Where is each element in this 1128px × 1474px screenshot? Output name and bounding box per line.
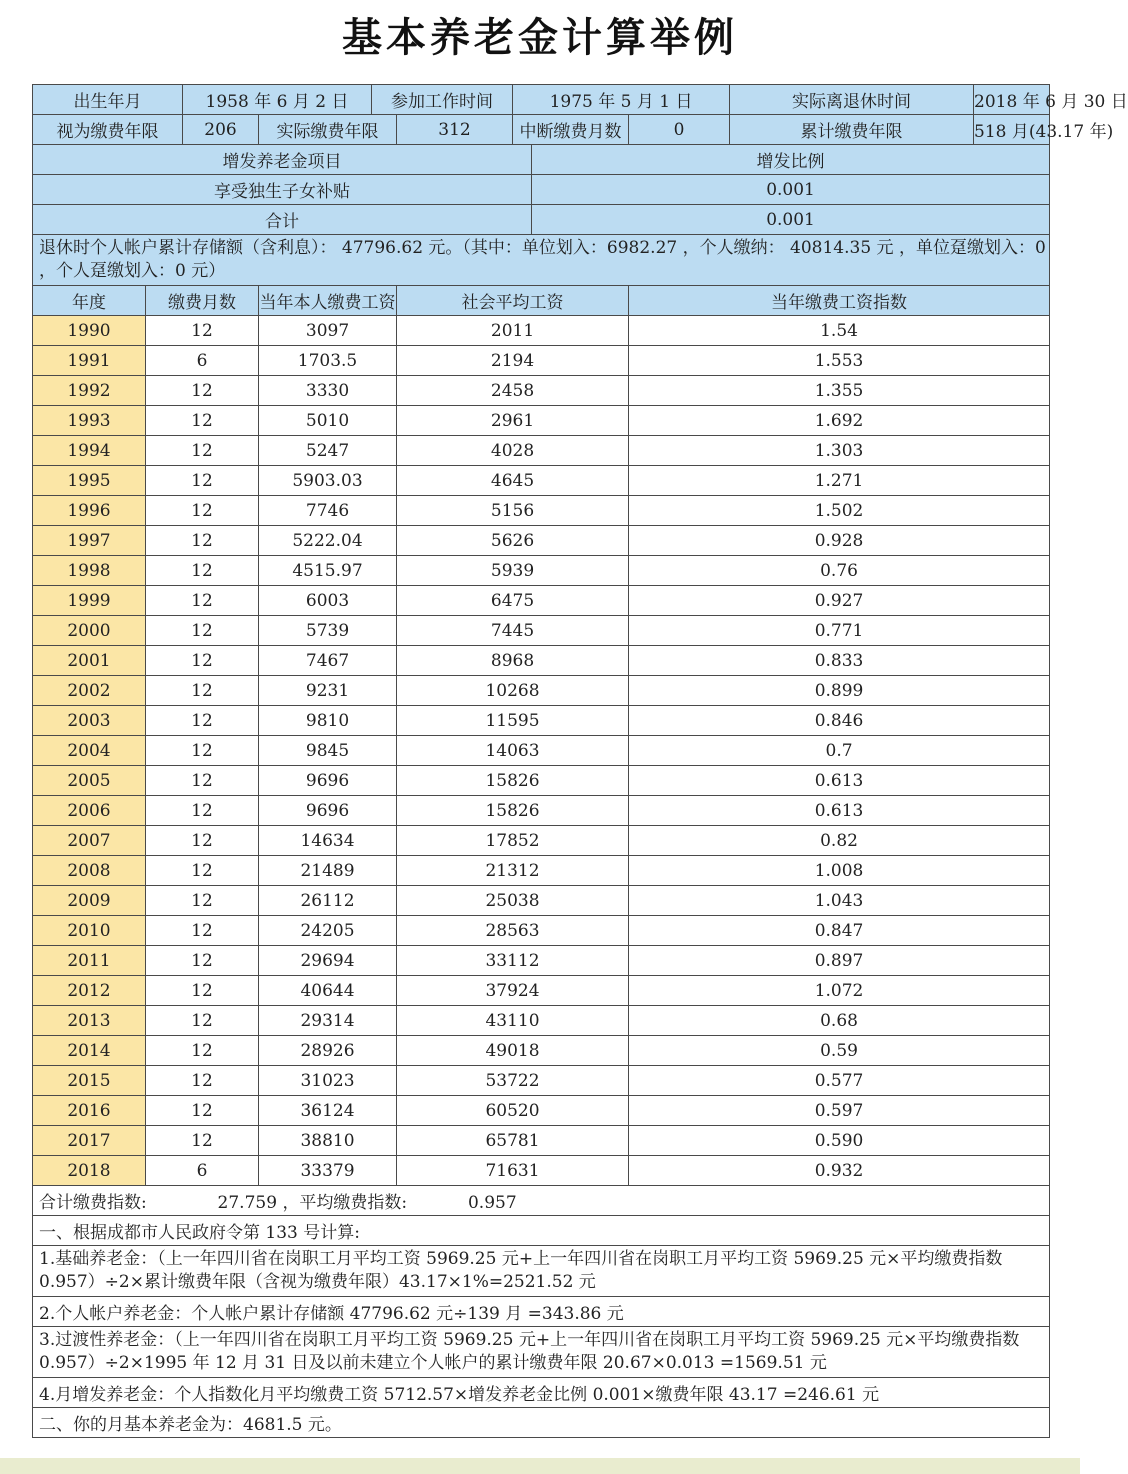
cell-avg-wage: 5626	[397, 526, 629, 556]
cell-avg-wage: 11595	[397, 706, 629, 736]
cell-avg-wage: 7445	[397, 616, 629, 646]
table-row	[33, 496, 1050, 526]
table-row	[33, 436, 1050, 466]
cell-wage-index: 1.271	[629, 466, 1050, 496]
cell-avg-wage: 5156	[397, 496, 629, 526]
cell-own-wage: 14634	[259, 826, 397, 856]
cell-wage-index: 0.613	[629, 766, 1050, 796]
cell-wage-index: 1.008	[629, 856, 1050, 886]
extra-item-row	[33, 175, 1050, 205]
cell-year: 1994	[33, 436, 146, 466]
cell-year: 2002	[33, 676, 146, 706]
cell-avg-wage: 49018	[397, 1036, 629, 1066]
cell-own-wage: 24205	[259, 916, 397, 946]
header-months: 缴费月数	[146, 286, 259, 316]
cell-avg-wage: 15826	[397, 796, 629, 826]
cell-own-wage: 36124	[259, 1096, 397, 1126]
cell-avg-wage: 21312	[397, 856, 629, 886]
cell-wage-index: 0.597	[629, 1096, 1050, 1126]
result-row	[33, 1408, 1050, 1438]
cell-avg-wage: 10268	[397, 676, 629, 706]
cell-months: 12	[146, 616, 259, 646]
cell-wage-index: 1.043	[629, 886, 1050, 916]
cell-own-wage: 5903.03	[259, 466, 397, 496]
cell-year: 2015	[33, 1066, 146, 1096]
table-row	[33, 406, 1050, 436]
page-title: 基本养老金计算举例	[342, 14, 738, 61]
actual-value: 312	[397, 115, 513, 145]
extra-header-row	[33, 145, 1050, 175]
cell-avg-wage: 8968	[397, 646, 629, 676]
cell-own-wage: 5222.04	[259, 526, 397, 556]
header-year: 年度	[33, 286, 146, 316]
table-row	[33, 586, 1050, 616]
cell-year: 2006	[33, 796, 146, 826]
cell-own-wage: 3330	[259, 376, 397, 406]
cell-year: 2013	[33, 1006, 146, 1036]
cell-months: 12	[146, 526, 259, 556]
cell-wage-index: 0.899	[629, 676, 1050, 706]
cell-year: 2000	[33, 616, 146, 646]
cell-wage-index: 0.897	[629, 946, 1050, 976]
cell-wage-index: 0.928	[629, 526, 1050, 556]
cell-own-wage: 3097	[259, 316, 397, 346]
cell-months: 12	[146, 466, 259, 496]
cell-year: 2003	[33, 706, 146, 736]
cell-wage-index: 1.553	[629, 346, 1050, 376]
cell-wage-index: 0.76	[629, 556, 1050, 586]
cell-own-wage: 31023	[259, 1066, 397, 1096]
cell-year: 1991	[33, 346, 146, 376]
cell-own-wage: 1703.5	[259, 346, 397, 376]
cell-own-wage: 4515.97	[259, 556, 397, 586]
cell-own-wage: 6003	[259, 586, 397, 616]
cell-avg-wage: 2961	[397, 406, 629, 436]
cell-avg-wage: 28563	[397, 916, 629, 946]
basis-row	[33, 1216, 1050, 1246]
table-row	[33, 346, 1050, 376]
summary	[33, 1186, 1050, 1216]
cell-months: 12	[146, 1006, 259, 1036]
cell-months: 6	[146, 346, 259, 376]
cell-wage-index: 0.771	[629, 616, 1050, 646]
table-header-row	[33, 286, 1050, 316]
cell-months: 6	[146, 1156, 259, 1186]
cell-months: 12	[146, 496, 259, 526]
result-note: 二、你的月基本养老金为：4681.5 元。	[33, 1408, 1050, 1438]
account-pension-note: 2.个人帐户养老金：个人帐户累计存储额 47796.62 元÷139 月 =343.86 元	[33, 1297, 1050, 1327]
cell-avg-wage: 17852	[397, 826, 629, 856]
cell-own-wage: 7746	[259, 496, 397, 526]
cell-year: 2009	[33, 886, 146, 916]
cell-own-wage: 9231	[259, 676, 397, 706]
total-index-value: 27.759	[217, 1193, 278, 1213]
cell-avg-wage: 15826	[397, 766, 629, 796]
cell-avg-wage: 2194	[397, 346, 629, 376]
cell-wage-index: 0.577	[629, 1066, 1050, 1096]
table-row	[33, 886, 1050, 916]
cell-avg-wage: 4645	[397, 466, 629, 496]
cell-own-wage: 21489	[259, 856, 397, 886]
cell-year: 1993	[33, 406, 146, 436]
extra-total-ratio: 0.001	[532, 205, 1050, 235]
cell-own-wage: 26112	[259, 886, 397, 916]
table-row	[33, 1096, 1050, 1126]
table-row	[33, 676, 1050, 706]
retire-label: 实际离退休时间	[730, 85, 974, 115]
bottom-bar	[0, 1458, 1080, 1474]
cell-months: 12	[146, 586, 259, 616]
table-row	[33, 1006, 1050, 1036]
note-2-row	[33, 1297, 1050, 1327]
cell-year: 1996	[33, 496, 146, 526]
cell-year: 2008	[33, 856, 146, 886]
cell-wage-index: 0.833	[629, 646, 1050, 676]
pension-table	[32, 84, 1128, 1438]
cell-wage-index: 1.502	[629, 496, 1050, 526]
cell-avg-wage: 43110	[397, 1006, 629, 1036]
cell-avg-wage: 33112	[397, 946, 629, 976]
basic-pension-note: 1.基础养老金：（上一年四川省在岗职工月平均工资 5969.25 元+上一年四川省在岗职工月平均工资 5969.25 元×平均缴费指数 0.957）÷2×累计缴费年限（含视为缴费年限）43.17×1%=2521.52 元	[33, 1246, 1050, 1297]
cell-months: 12	[146, 1126, 259, 1156]
cell-own-wage: 7467	[259, 646, 397, 676]
cell-own-wage: 9810	[259, 706, 397, 736]
extra-ratio-header: 增发比例	[532, 145, 1050, 175]
cell-wage-index: 0.932	[629, 1156, 1050, 1186]
cell-wage-index: 1.355	[629, 376, 1050, 406]
cumulative-label: 累计缴费年限	[730, 115, 974, 145]
work-start-label: 参加工作时间	[372, 85, 513, 115]
cell-avg-wage: 4028	[397, 436, 629, 466]
cell-avg-wage: 37924	[397, 976, 629, 1006]
account-note: 退休时个人帐户累计存储额（含利息）： 47796.62 元。（其中：单位划入：6982.27 ，个人缴纳： 40814.35 元 ，单位趸缴划入：0 ，个人趸缴划入：0 元）	[33, 235, 1050, 286]
header-own-wage: 当年本人缴费工资	[259, 286, 397, 316]
cell-year: 2011	[33, 946, 146, 976]
total-index-label: 合计缴费指数:	[39, 1193, 147, 1213]
cell-wage-index: 0.82	[629, 826, 1050, 856]
table-row	[33, 1036, 1050, 1066]
cell-months: 12	[146, 766, 259, 796]
deemed-value: 206	[183, 115, 259, 145]
table-row	[33, 316, 1050, 346]
header-wage-index: 当年缴费工资指数	[629, 286, 1050, 316]
table-row	[33, 826, 1050, 856]
retire-value: 2018 年 6 月 30 日	[974, 85, 1050, 115]
cell-year: 1997	[33, 526, 146, 556]
cell-own-wage: 29694	[259, 946, 397, 976]
table-row	[33, 736, 1050, 766]
cell-wage-index: 0.59	[629, 1036, 1050, 1066]
cell-months: 12	[146, 796, 259, 826]
cell-avg-wage: 25038	[397, 886, 629, 916]
table-row	[33, 1066, 1050, 1096]
transition-pension-note: 3.过渡性养老金：（上一年四川省在岗职工月平均工资 5969.25 元+上一年四川省在岗职工月平均工资 5969.25 元×平均缴费指数 0.957）÷2×1995 年 12 月 31 日及以前未建立个人帐户的累计缴费年限 20.67×0.013 =1569.51 元	[33, 1327, 1050, 1378]
cell-wage-index: 0.613	[629, 796, 1050, 826]
cell-avg-wage: 5939	[397, 556, 629, 586]
birth-label: 出生年月	[33, 85, 183, 115]
cell-own-wage: 33379	[259, 1156, 397, 1186]
cell-avg-wage: 2458	[397, 376, 629, 406]
cell-wage-index: 0.927	[629, 586, 1050, 616]
cell-wage-index: 1.072	[629, 976, 1050, 1006]
cell-year: 2005	[33, 766, 146, 796]
extra-item-1-ratio: 0.001	[532, 175, 1050, 205]
cell-year: 1999	[33, 586, 146, 616]
table-row	[33, 946, 1050, 976]
table-row	[33, 766, 1050, 796]
cell-year: 1998	[33, 556, 146, 586]
cell-wage-index: 0.590	[629, 1126, 1050, 1156]
table-row	[33, 616, 1050, 646]
cell-avg-wage: 6475	[397, 586, 629, 616]
table-row	[33, 706, 1050, 736]
cell-own-wage: 29314	[259, 1006, 397, 1036]
cell-months: 12	[146, 556, 259, 586]
cell-months: 12	[146, 316, 259, 346]
cell-avg-wage: 65781	[397, 1126, 629, 1156]
cell-year: 2016	[33, 1096, 146, 1126]
cell-wage-index: 1.303	[629, 436, 1050, 466]
cell-months: 12	[146, 676, 259, 706]
cell-avg-wage: 53722	[397, 1066, 629, 1096]
cell-year: 2010	[33, 916, 146, 946]
cell-year: 2018	[33, 1156, 146, 1186]
table-row	[33, 376, 1050, 406]
header-avg-wage: 社会平均工资	[397, 286, 629, 316]
table-row	[33, 856, 1050, 886]
cell-own-wage: 9845	[259, 736, 397, 766]
cell-months: 12	[146, 946, 259, 976]
cell-avg-wage: 60520	[397, 1096, 629, 1126]
cell-own-wage: 28926	[259, 1036, 397, 1066]
table-row	[33, 916, 1050, 946]
cell-avg-wage: 2011	[397, 316, 629, 346]
table-row	[33, 526, 1050, 556]
cell-months: 12	[146, 916, 259, 946]
cumulative-value: 518 月(43.17 年)	[974, 115, 1050, 145]
cell-year: 2014	[33, 1036, 146, 1066]
work-start-value: 1975 年 5 月 1 日	[513, 85, 730, 115]
cell-months: 12	[146, 856, 259, 886]
cell-year: 2007	[33, 826, 146, 856]
cell-months: 12	[146, 376, 259, 406]
cell-wage-index: 0.846	[629, 706, 1050, 736]
cell-own-wage: 40644	[259, 976, 397, 1006]
cell-own-wage: 9696	[259, 766, 397, 796]
cell-months: 12	[146, 1096, 259, 1126]
avg-index-label: ，平均缴费指数:	[282, 1193, 408, 1213]
cell-wage-index: 0.68	[629, 1006, 1050, 1036]
account-note-row	[33, 235, 1050, 286]
basis-note: 一、根据成都市人民政府令第 133 号计算:	[33, 1216, 1050, 1246]
cell-year: 1990	[33, 316, 146, 346]
cell-months: 12	[146, 1036, 259, 1066]
table-row	[33, 1156, 1050, 1186]
cell-avg-wage: 14063	[397, 736, 629, 766]
summary-row	[33, 1186, 1050, 1216]
info-row-2	[33, 115, 1050, 145]
extra-pension-note: 4.月增发养老金：个人指数化月平均缴费工资 5712.57×增发养老金比例 0.001×缴费年限 43.17 =246.61 元	[33, 1378, 1050, 1408]
cell-year: 2012	[33, 976, 146, 1006]
cell-year: 1995	[33, 466, 146, 496]
cell-own-wage: 5247	[259, 436, 397, 466]
actual-label: 实际缴费年限	[259, 115, 397, 145]
extra-item-1: 享受独生子女补贴	[33, 175, 532, 205]
cell-months: 12	[146, 1066, 259, 1096]
cell-months: 12	[146, 706, 259, 736]
note-4-row	[33, 1378, 1050, 1408]
cell-own-wage: 38810	[259, 1126, 397, 1156]
cell-avg-wage: 71631	[397, 1156, 629, 1186]
cell-wage-index: 0.847	[629, 916, 1050, 946]
cell-months: 12	[146, 646, 259, 676]
cell-months: 12	[146, 736, 259, 766]
cell-months: 12	[146, 976, 259, 1006]
cell-own-wage: 5010	[259, 406, 397, 436]
extra-total-label: 合计	[33, 205, 532, 235]
info-row-1	[33, 85, 1050, 115]
extra-item-header: 增发养老金项目	[33, 145, 532, 175]
table-row	[33, 466, 1050, 496]
cell-months: 12	[146, 406, 259, 436]
deemed-label: 视为缴费年限	[33, 115, 183, 145]
cell-year: 2004	[33, 736, 146, 766]
table-row	[33, 646, 1050, 676]
cell-year: 2001	[33, 646, 146, 676]
birth-value: 1958 年 6 月 2 日	[183, 85, 372, 115]
extra-total-row	[33, 205, 1050, 235]
table-row	[33, 556, 1050, 586]
cell-wage-index: 1.692	[629, 406, 1050, 436]
cell-own-wage: 5739	[259, 616, 397, 646]
table-row	[33, 976, 1050, 1006]
cell-wage-index: 0.7	[629, 736, 1050, 766]
cell-wage-index: 1.54	[629, 316, 1050, 346]
cell-year: 2017	[33, 1126, 146, 1156]
cell-own-wage: 9696	[259, 796, 397, 826]
avg-index-value: 0.957	[467, 1193, 517, 1213]
cell-months: 12	[146, 436, 259, 466]
table-row	[33, 1126, 1050, 1156]
cell-months: 12	[146, 886, 259, 916]
data-rows	[33, 316, 1050, 1186]
table-row	[33, 796, 1050, 826]
interrupt-label: 中断缴费月数	[513, 115, 629, 145]
cell-year: 1992	[33, 376, 146, 406]
note-3-row	[33, 1327, 1050, 1378]
note-1-row	[33, 1246, 1050, 1297]
interrupt-value: 0	[629, 115, 730, 145]
cell-months: 12	[146, 826, 259, 856]
